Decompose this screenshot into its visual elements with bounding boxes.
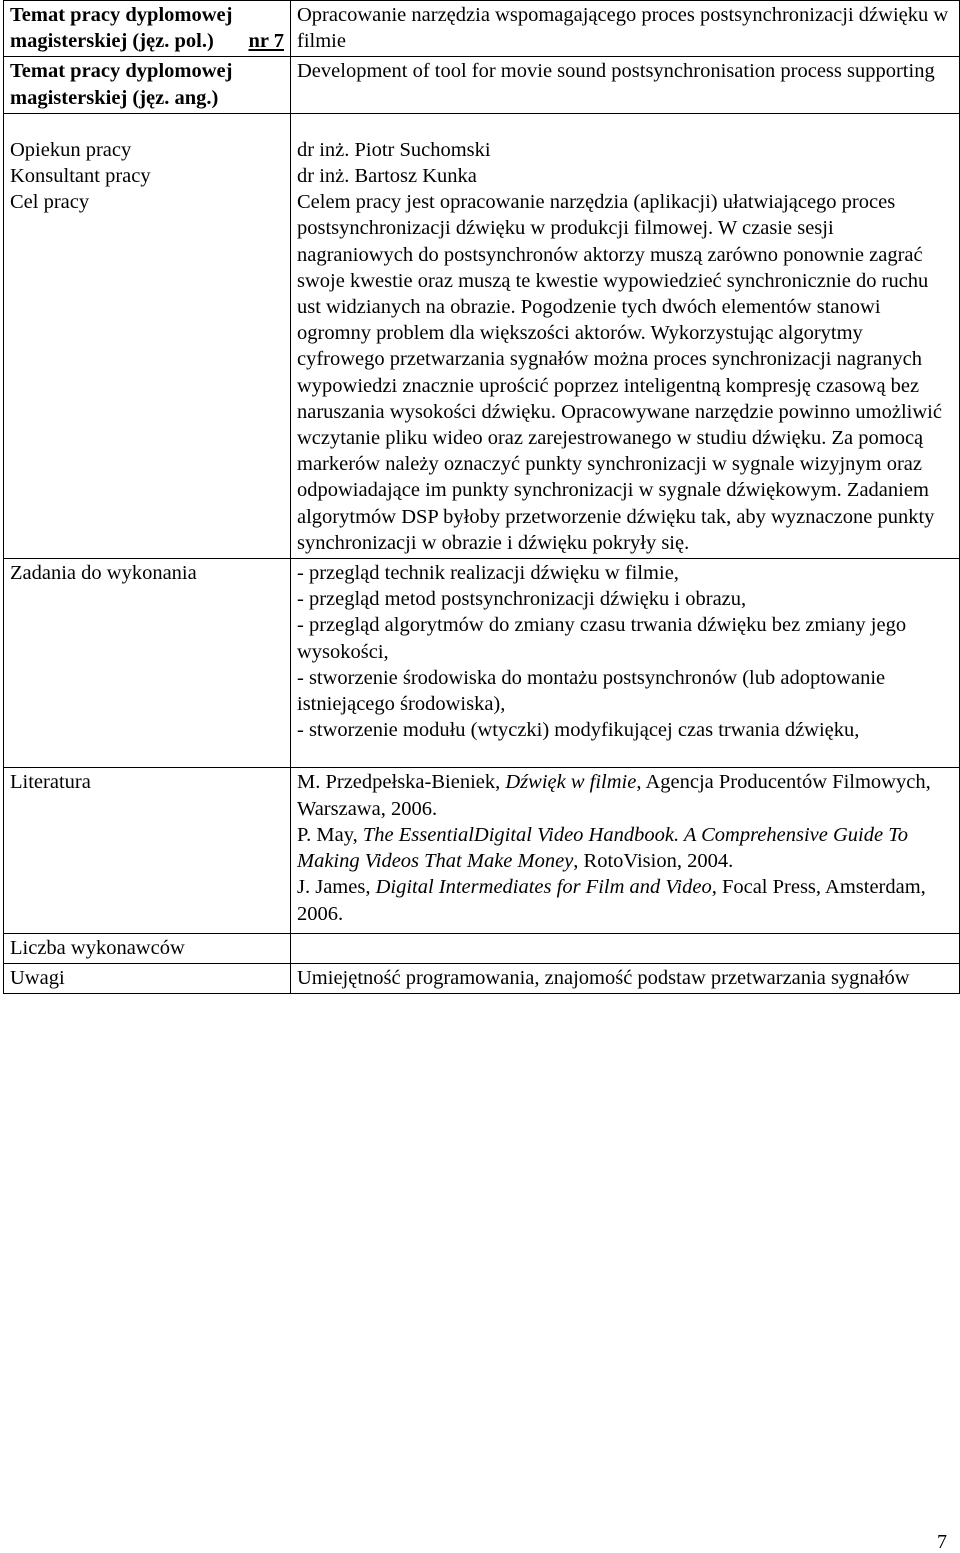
tasks-row [4, 559, 960, 768]
notes-value: Umiejętność programowania, znajomość podstaw przetwarzania sygnałów [291, 963, 960, 993]
literature-value [291, 768, 960, 933]
tasks-label: Zadania do wykonania [4, 559, 291, 768]
count-value [291, 933, 960, 963]
task-item: - stworzenie środowiska do montażu postsynchronów (lub adoptowanie istniejącego środowiska), [297, 666, 886, 716]
consultant-label: Konsultant pracy [10, 165, 151, 188]
page-number: 7 [937, 1531, 947, 1553]
topic-en-title: Development of tool for movie sound postsynchronisation process supporting [291, 57, 960, 113]
task-item: - przegląd metod postsynchronizacji dźwięku i obrazu, [297, 588, 747, 611]
supervisor-value: dr inż. Piotr Suchomski [297, 138, 491, 161]
task-item: - stworzenie modułu (wtyczki) modyfikującej czas trwania dźwięku, [297, 719, 860, 742]
literature-item: M. Przedpełska-Bieniek, Dźwięk w filmie, Agencja Producentów Filmowych, Warszawa, 2006. [297, 771, 931, 820]
thesis-topic-table [3, 0, 960, 994]
notes-row [4, 963, 960, 993]
goal-label: Cel pracy [10, 191, 90, 214]
notes-label: Uwagi [4, 963, 291, 993]
supervisor-goal-row [4, 113, 960, 558]
topic-pl-title: Opracowanie narzędzia wspomagającego proces postsynchronizacji dźwięku w filmie [291, 1, 960, 57]
topic-en-label-line1: Temat pracy dyplomowej [10, 60, 233, 83]
literature-row [4, 768, 960, 933]
literature-item: P. May, The EssentialDigital Video Handbook. A Comprehensive Guide To Making Videos That Make Money, RotoVision, 2004. [297, 823, 908, 873]
topic-pl-label-line2: magisterskiej (jęz. pol.) [10, 30, 214, 53]
topic-pl-label-line1: Temat pracy dyplomowej [10, 4, 233, 26]
topic-en-label-line2: magisterskiej (jęz. ang.) [10, 86, 219, 109]
supervisor-label: Opiekun pracy [10, 138, 132, 161]
task-item: - przegląd algorytmów do zmiany czasu trwania dźwięku bez zmiany jego wysokości, [297, 614, 907, 663]
labels-cell [4, 113, 291, 558]
topic-en-label-cell [4, 57, 291, 113]
literature-label: Literatura [4, 768, 291, 933]
count-label: Liczba wykonawców [4, 933, 291, 963]
topic-number: nr 7 [248, 30, 284, 53]
tasks-value [291, 559, 960, 768]
literature-item: J. James, Digital Intermediates for Film and Video, Focal Press, Amsterdam, 2006. [297, 876, 926, 925]
topic-pl-row [4, 1, 960, 57]
topic-en-row [4, 57, 960, 113]
consultant-value: dr inż. Bartosz Kunka [297, 165, 477, 188]
task-item: - przegląd technik realizacji dźwięku w filmie, [297, 562, 679, 585]
values-cell [291, 113, 960, 558]
count-row [4, 933, 960, 963]
topic-pl-label-cell [4, 1, 291, 57]
goal-value: Celem pracy jest opracowanie narzędzia (aplikacji) ułatwiającego proces postsynchronizacji dźwięku w produkcji filmowej. W czasie sesji nagraniowych do postsynchronów aktorzy muszą zarówno ponownie zagrać swoje kwestie oraz muszą te kwestie wypowiedzieć synchronicznie do ruchu ust widzianych na obrazie. Pogodzenie tych dwóch elementów stanowi ogromny problem dla większości aktorów. Wykorzystując algorytmy cyfrowego przetwarzania sygnałów można proces synchronizacji nagranych wypowiedzi znacznie uprościć poprzez inteligentną kompresję czasową bez naruszania wysokości dźwięku. Opracowywane narzędzie powinno umożliwić wczytanie pliku wideo oraz zarejestrowanego w studiu dźwięku. Za pomocą markerów należy oznaczyć punkty synchronizacji w sygnale wizyjnym oraz odpowiadające im punkty synchronizacji w sygnale dźwiękowym. Zadaniem algorytmów DSP byłoby przetworzenie dźwięku tak, aby wyznaczone punkty synchronizacji w obrazie i dźwięku pokryły się. [297, 191, 942, 554]
